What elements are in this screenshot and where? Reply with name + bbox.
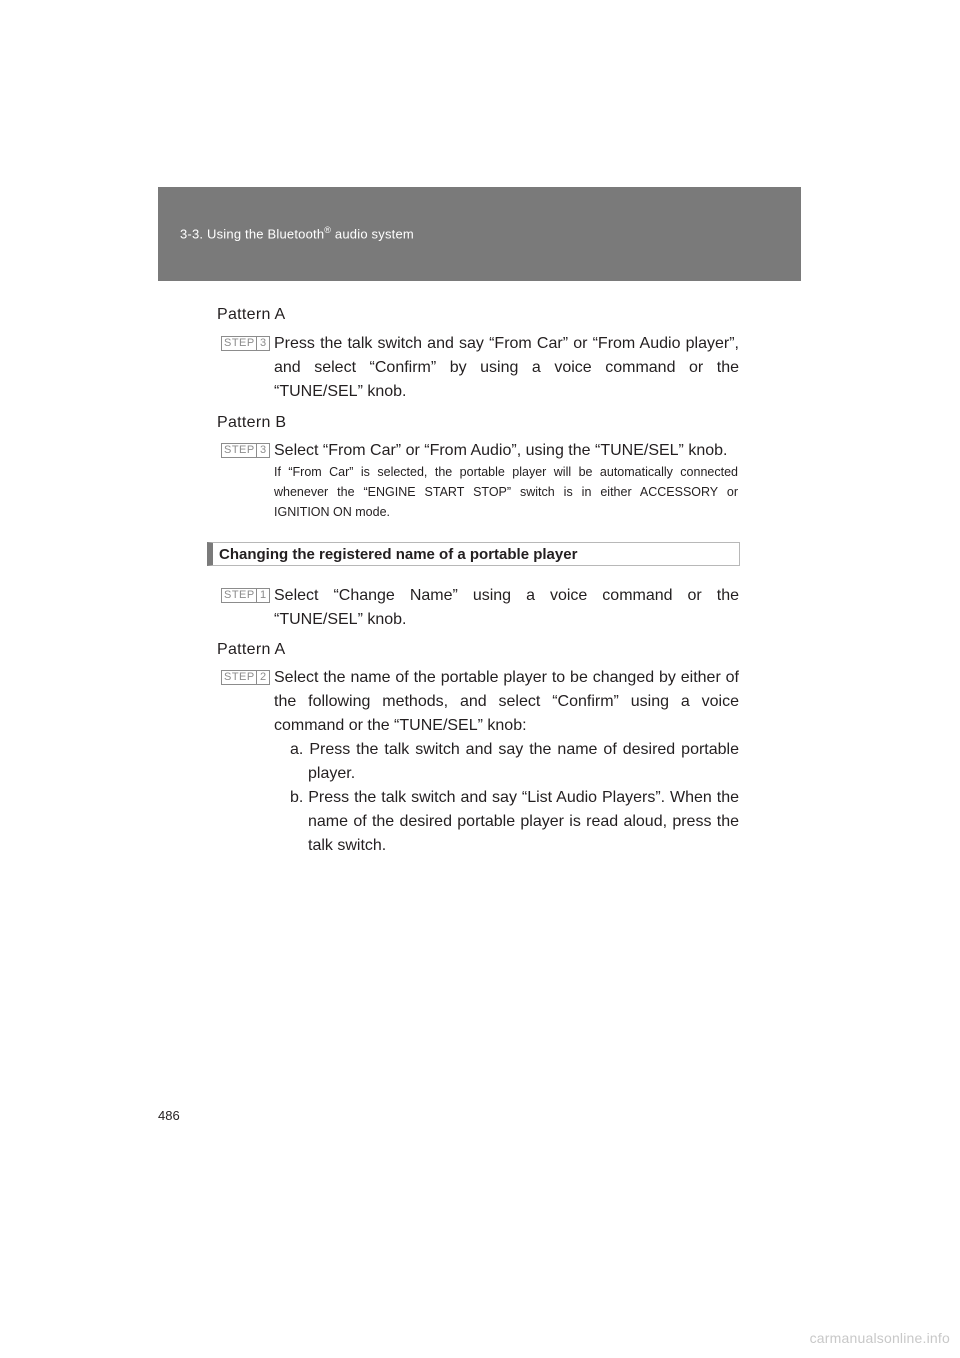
step-badge [221,443,270,458]
section-heading: Changing the registered name of a portable player [219,545,578,563]
step-badge-word: STEP [224,589,255,601]
step-text-content: Press the talk switch and say “From Car” or “From Audio player”, and select “Confirm” by using a voice command or the “TUNE/SEL” knob. [274,335,739,400]
step-text-content: Select “From Car” or “From Audio”, using the “TUNE/SEL” knob. [274,442,728,459]
step-text [274,584,739,632]
pattern-b-heading: Pattern B [217,414,287,431]
pattern-a-heading: Pattern A [217,306,286,323]
step-badge [221,336,270,351]
step-badge [221,670,270,685]
step-badge-number: 3 [256,337,269,350]
step-badge-number: 3 [256,444,269,457]
step-text-content: Select the name of the portable player to be changed by either of the following methods, and select “Confirm” using a voice command or the “TUNE/SEL” knob: [274,669,739,734]
step-badge-word: STEP [224,444,255,456]
page-number: 486 [158,1108,180,1123]
step-badge-word: STEP [224,337,255,349]
step-badge-number: 2 [256,671,269,684]
step-badge-word: STEP [224,671,255,683]
step-text [274,332,739,404]
step-text [274,439,739,463]
sub-item-b: b. Press the talk switch and say “List Audio Players”. When the name of the desired portable player is read aloud, press the talk switch. [290,789,739,854]
step-badge [221,588,270,603]
step-text-content: Select “Change Name” using a voice command or the “TUNE/SEL” knob. [274,587,739,628]
section-title-suffix: audio system [331,226,414,242]
section-heading-bar [207,542,740,566]
watermark: carmanualsonline.info [809,1330,950,1346]
step-text [274,666,739,738]
note-text: If “From Car” is selected, the portable player will be automatically connected whenever the “ENGINE START STOP” switch is in either ACCESSORY or IGNITION ON mode. [274,465,738,519]
step-badge-number: 1 [256,589,269,602]
section-title-text: 3-3. Using the Bluetooth [180,226,325,242]
pattern-a-heading: Pattern A [217,641,286,658]
sub-item-a: a. Press the talk switch and say the name of desired portable player. [290,741,739,782]
registered-mark: ® [324,225,332,235]
